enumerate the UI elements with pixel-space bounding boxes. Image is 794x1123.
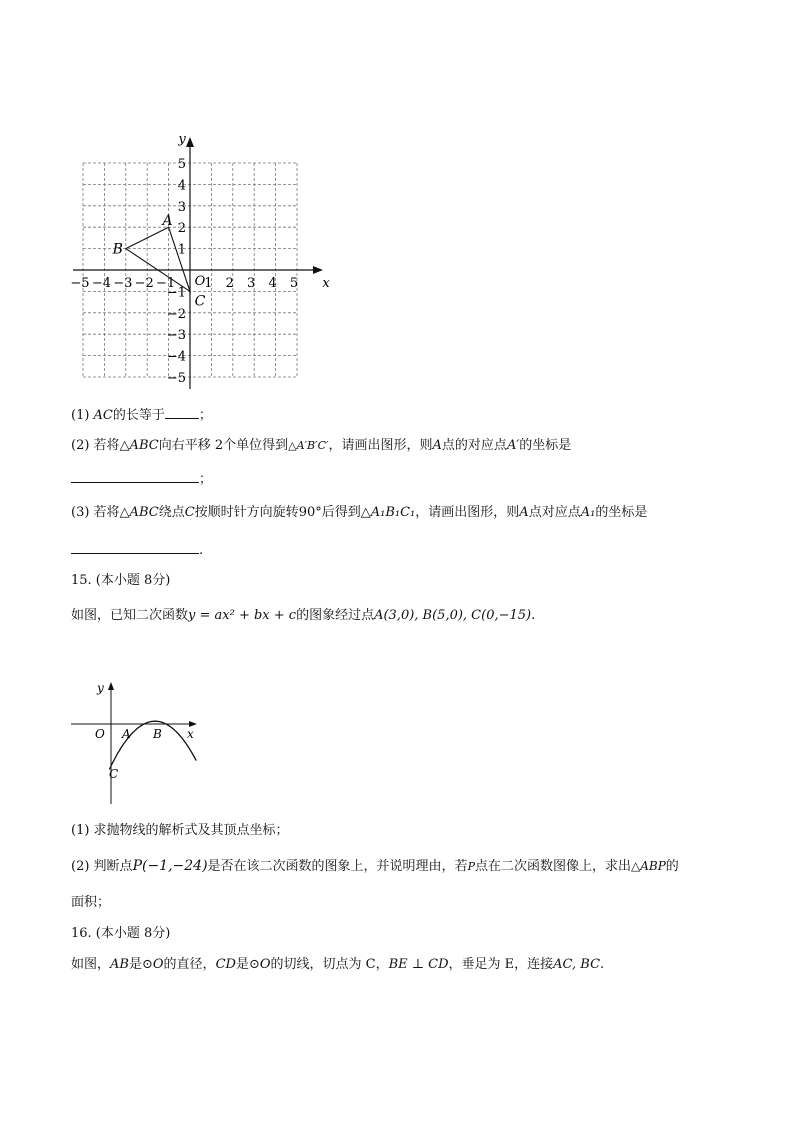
y-tick-label: 1 <box>177 242 186 258</box>
x-tick-label: −4 <box>91 276 111 291</box>
q14-part3-answer <box>71 540 203 560</box>
q14-part2-answer <box>71 469 212 489</box>
q15-part2-cont: 面积； <box>71 895 111 910</box>
q15-part2 <box>71 857 679 876</box>
q16-t6: ，垂足为 E，连接 <box>448 957 554 972</box>
q16-acbc: AC, BC <box>553 957 601 972</box>
axes <box>73 137 323 389</box>
q14-p3-tri2: △A₁B₁C₁ <box>360 505 416 520</box>
q15-p2-t2: 是否在该二次函数的图象上，并说明理由，若 <box>207 859 468 874</box>
q16-t5: 的切线，切点为 C， <box>270 957 389 972</box>
q16-circle-o2: ⊙O <box>248 957 271 972</box>
q15-intro <box>71 607 535 625</box>
parabola-point-c-label: C <box>109 767 119 781</box>
q16-t7: . <box>600 957 605 972</box>
q15-p2-P2: P <box>467 860 475 873</box>
q14-p3-end: . <box>199 543 204 558</box>
q15-func: y = ax² + bx + c <box>188 608 297 623</box>
q14-part3 <box>71 504 647 522</box>
parabola-point-b-label: B <box>153 727 162 741</box>
q14-p3-A1: A₁ <box>580 505 596 520</box>
q14-part1 <box>71 405 212 425</box>
q14-p1-text: 的长等于 <box>112 408 165 423</box>
q14-p3-C: C <box>184 505 195 520</box>
y-tick-label: −5 <box>166 371 186 386</box>
tick-labels <box>70 132 330 386</box>
x-tick-label: −3 <box>113 276 133 291</box>
q14-p3-t6: 点对应点 <box>528 505 581 520</box>
q14-p2-t5: 的坐标是 <box>519 438 572 453</box>
y-tick-label: −2 <box>166 306 186 322</box>
y-tick-label: −3 <box>166 328 186 344</box>
q14-p3-t2: 绕点 <box>158 505 185 520</box>
point-label-c: C <box>194 293 206 310</box>
q14-p1-end: ； <box>198 408 212 423</box>
q14-p2-tri: △ABC <box>119 438 159 453</box>
parabola-figure <box>65 676 205 811</box>
q16-CD: CD <box>215 957 236 972</box>
q15-p2-P: P(−1,−24) <box>132 858 208 874</box>
y-tick-label: 2 <box>177 221 186 237</box>
q15-p2-t1: (2) 判断点 <box>71 859 133 874</box>
coordinate-grid-figure <box>60 128 330 398</box>
q14-p3-t3: 按顺时针方向旋转 <box>194 505 299 520</box>
x-tick-label: 4 <box>268 276 277 291</box>
q15-p2-tri: △ABP <box>630 859 666 873</box>
x-axis-arrow <box>313 266 323 274</box>
q14-p2-t1: (2) 若将 <box>71 438 120 453</box>
y-axis-label: y <box>178 132 186 147</box>
q14-p1-prefix: (1) <box>71 408 94 423</box>
origin-label: O <box>194 274 206 289</box>
x-axis-label: x <box>322 276 330 291</box>
q14-p3-t1: (3) 若将 <box>71 505 120 520</box>
q14-p3-t5: ，请画出图形，则 <box>415 505 520 520</box>
x-tick-label: 3 <box>247 276 256 291</box>
y-tick-label: −1 <box>166 285 186 301</box>
q16-t4: 是 <box>235 957 249 972</box>
q16-AB: AB <box>110 957 129 972</box>
q16-header: 16. (本小题 8分) <box>71 926 171 941</box>
q15-part1: (1) 求抛物线的解析式及其顶点坐标； <box>71 823 289 838</box>
x-tick-label: −5 <box>70 276 90 291</box>
y-tick-label: 5 <box>177 157 186 172</box>
answer-blank-2[interactable] <box>71 469 199 483</box>
q14-p2-A2: A′ <box>506 438 520 453</box>
answer-blank-3[interactable] <box>71 540 199 554</box>
q14-p3-deg: 90° <box>298 505 322 520</box>
q14-p2-tri2: △A′B′C′ <box>288 439 329 452</box>
q15-intro1: 如图，已知二次函数 <box>71 608 189 623</box>
q14-p3-A: A <box>519 505 529 520</box>
x-tick-label: 2 <box>225 276 234 291</box>
point-label-a: A <box>162 213 173 230</box>
q14-p2-t3: ，请画出图形，则 <box>328 438 433 453</box>
q14-p1-ac: AC <box>93 408 113 423</box>
q16-intro <box>71 956 604 974</box>
q15-intro-end: . <box>531 608 536 623</box>
q16-perp: BE ⊥ CD <box>388 957 449 972</box>
x-tick-label: −1 <box>156 276 176 291</box>
x-tick-label: −2 <box>134 276 154 291</box>
q16-circle-o: ⊙O <box>141 957 164 972</box>
q14-p2-end: ； <box>199 472 213 487</box>
q14-p2-t2: 向右平移 2个单位得到 <box>158 438 289 453</box>
q14-p2-t4: 点的对应点 <box>441 438 507 453</box>
q15-p2-t4: 的 <box>665 859 679 874</box>
point-label-b: B <box>112 241 123 258</box>
q14-p3-t7: 的坐标是 <box>595 505 648 520</box>
q16-t1: 如图， <box>71 957 111 972</box>
parabola-x-label: x <box>187 727 194 741</box>
q15-intro2: 的图象经过点 <box>296 608 375 623</box>
parabola-y-label: y <box>97 681 104 695</box>
x-tick-label: 1 <box>204 276 213 291</box>
answer-blank-1[interactable] <box>165 405 199 419</box>
q16-t2: 是 <box>128 957 142 972</box>
q14-p2-A: A <box>432 438 442 453</box>
y-tick-label: 3 <box>177 199 186 215</box>
x-tick-label: 5 <box>289 276 299 291</box>
q16-t3: 的直径， <box>163 957 216 972</box>
y-axis-arrow <box>186 137 194 147</box>
q15-points: A(3,0), B(5,0), C(0,−15) <box>374 608 532 623</box>
parabola-origin-label: O <box>95 727 105 741</box>
q14-part2 <box>71 437 571 455</box>
y-tick-label: −4 <box>166 349 186 365</box>
q14-p3-t4: 后得到 <box>321 505 361 520</box>
y-tick-label: 4 <box>177 178 186 194</box>
parabola-point-a-label: A <box>122 727 131 741</box>
q15-header: 15. (本小题 8分) <box>71 573 171 588</box>
q15-p2-t3: 点在二次函数图像上，求出 <box>474 859 631 874</box>
q14-p3-tri: △ABC <box>119 505 159 520</box>
